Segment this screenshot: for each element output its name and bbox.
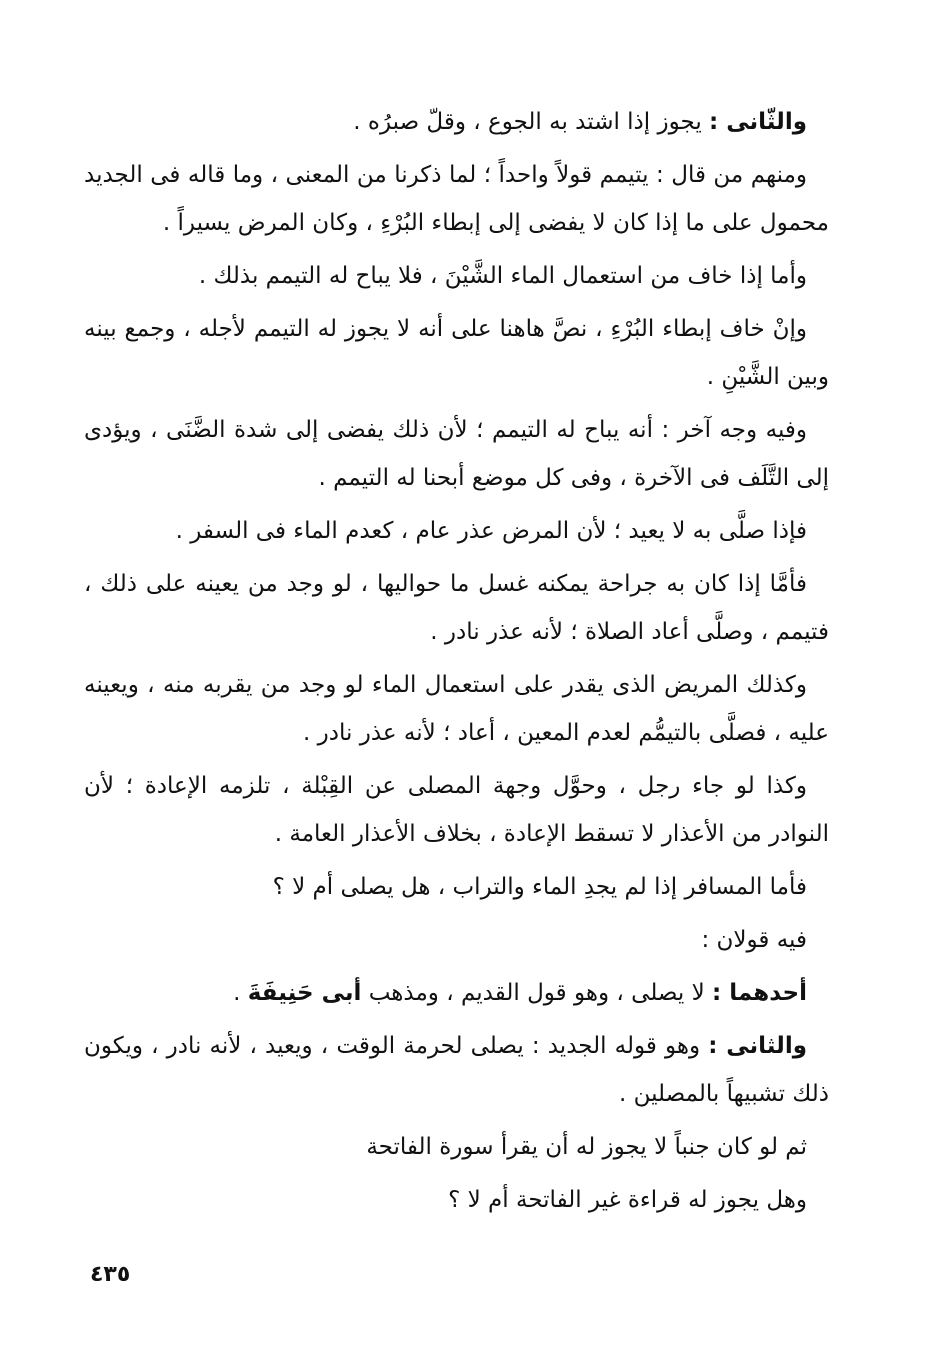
paragraph-tail: . [233, 980, 248, 1006]
paragraph-7 [84, 560, 829, 656]
paragraph-8 [84, 661, 829, 757]
paragraph-lead: والثانى : [708, 1033, 807, 1059]
paragraph-text: ومنهم من قال : يتيمم قولاً واحداً ؛ لما ذكرنا من المعنى ، وما قاله فى الجديد محمول على ما إذا كان لا يفضى إلى إبطاء البُرْءِ ، وكان المرض يسيراً . [84, 162, 829, 236]
paragraph-5 [84, 406, 829, 502]
paragraph-text: وفيه وجه آخر : أنه يباح له التيمم ؛ لأن ذلك يفضى إلى شدة الضَّنَى ، ويؤدى إلى التَّلَف فى الآخرة ، وفى كل موضع أبحنا له التيمم . [84, 417, 829, 491]
paragraph-6 [84, 507, 829, 555]
paragraph-text: وهل يجوز له قراءة غير الفاتحة أم لا ؟ [448, 1187, 807, 1213]
paragraph-12 [84, 969, 829, 1017]
paragraph-text: فأما المسافر إذا لم يجدِ الماء والتراب ، هل يصلى أم لا ؟ [272, 874, 807, 900]
paragraph-10 [84, 863, 829, 911]
paragraph-text: وإنْ خاف إبطاء البُرْءِ ، نصَّ هاهنا على أنه لا يجوز له التيمم لأجله ، وجمع بينه وبين الشَّيْنِ . [84, 316, 829, 390]
paragraph-9 [84, 762, 829, 858]
page-body-text [84, 98, 829, 1229]
paragraph-text: لا يصلى ، وهو قول القديم ، ومذهب [361, 980, 713, 1006]
person-name: أبى حَنِيفَةَ [247, 980, 362, 1006]
paragraph-text: فأمَّا إذا كان به جراحة يمكنه غسل ما حواليها ، لو وجد من يعينه على ذلك ، فتيمم ، وصلَّى أعاد الصلاة ؛ لأنه عذر نادر . [84, 571, 829, 645]
paragraph-11 [84, 916, 829, 964]
paragraph-text: وكذلك المريض الذى يقدر على استعمال الماء لو وجد من يقربه منه ، ويعينه عليه ، فصلَّى بالتيمُّم لعدم المعين ، أعاد ؛ لأنه عذر نادر . [84, 672, 829, 746]
paragraph-15 [84, 1176, 829, 1224]
paragraph-4 [84, 305, 829, 401]
page-number: ٤٣٥ [90, 1262, 131, 1287]
paragraph-text: فإذا صلَّى به لا يعيد ؛ لأن المرض عذر عام ، كعدم الماء فى السفر . [175, 518, 807, 544]
paragraph-text: يجوز إذا اشتد به الجوع ، وقلّ صبرُه . [353, 109, 710, 135]
paragraph-2 [84, 151, 829, 247]
paragraph-13 [84, 1022, 829, 1118]
paragraph-text: وكذا لو جاء رجل ، وحوَّل وجهة المصلى عن القِبْلة ، تلزمه الإعادة ؛ لأن النوادر من الأعذار لا تسقط الإعادة ، بخلاف الأعذار العامة . [84, 773, 829, 847]
paragraph-text: وأما إذا خاف من استعمال الماء الشَّيْنَ ، فلا يباح له التيمم بذلك . [198, 263, 807, 289]
paragraph-3 [84, 252, 829, 300]
paragraph-text: فيه قولان : [701, 927, 807, 953]
paragraph-1 [84, 98, 829, 146]
paragraph-14 [84, 1123, 829, 1171]
paragraph-text: وهو قوله الجديد : يصلى لحرمة الوقت ، ويعيد ، لأنه نادر ، ويكون ذلك تشبيهاً بالمصلين . [84, 1033, 829, 1107]
paragraph-lead: والثّانى : [709, 109, 807, 135]
paragraph-lead: أحدهما : [712, 980, 807, 1006]
paragraph-text: ثم لو كان جنباً لا يجوز له أن يقرأ سورة الفاتحة [366, 1134, 807, 1160]
